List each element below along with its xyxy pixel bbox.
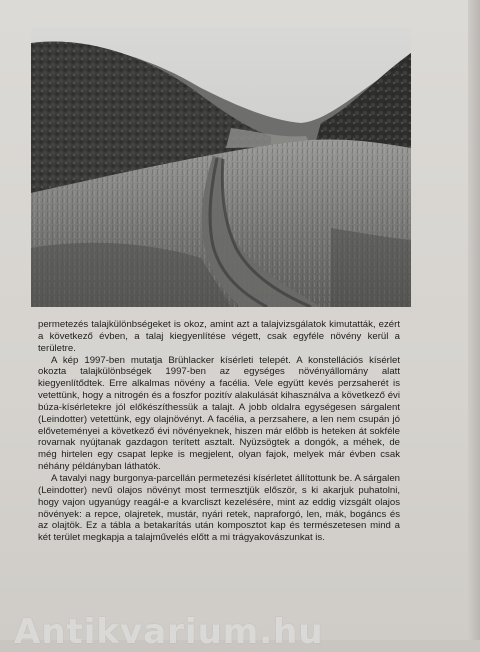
paragraph-3: A tavalyi nagy burgonya-parcellán permetezési kísérletet állítottunk be. A sárgalen (Leindotter) nevű olajos növényt most termesztjük először, s ki akarjuk puhatolni, hogy vajon ugyanúgy reagál-e a kvarcliszt kezelésére, mint az eddig vizsgált olajos növények: a repce, olajretek, mustár, nyári retek, napraforgó, len, mák, bogáncs és az olajtök. Ez a tábla a betakarítás után komposztot kap és természetesen mind a két terület megkapja a talajművelés előtt a mi trágyakovászunkat is. [38,472,400,544]
photo-drawing [31,28,411,307]
paragraph-1: permetezés talajkülönbségeket is okoz, amint azt a talajvizsgálatok kimutatták, ezért a következő évben, a talaj kiegyenlítése végett, csak egyféle növény kerül a területre. [38,319,400,354]
paragraph-2: A kép 1997-ben mutatja Brühlacker kísérleti telepét. A konstellációs kísérlet okozta talajkülönbségek 1997-ben az egységes növényállomány alatt kiegyenlítődtek. Erre alkalmas növény a facélia. Vele együtt kevés perzsaherét is vetettünk, hogy a nitrogén és a foszfor pozitív alakulását kihasználva a következő évi búza-kísérletekre jól előkészíthessük a talajt. A jobb oldalra egységesen sárgalent (Leindotter) vetettünk, egy olajnövényt. A facélia, a perzsahere, a len nem csupán jó előveteményei a következő évi növényeknek, hiszen már előbb is heteken át sokféle rovarnak nyújtanak gazdagon terített asztalt. Nyüzsögtek a dongók, a méhek, de még hirtelen egy csapat lepke is megjelent, olyan fajok, melyek már évben csak néhány példányban láthatók. [38,354,400,473]
page-edge [468,0,480,640]
field-landscape-photo [31,28,411,307]
watermark: Antikvarium.hu [14,612,324,652]
article-text [38,319,400,544]
